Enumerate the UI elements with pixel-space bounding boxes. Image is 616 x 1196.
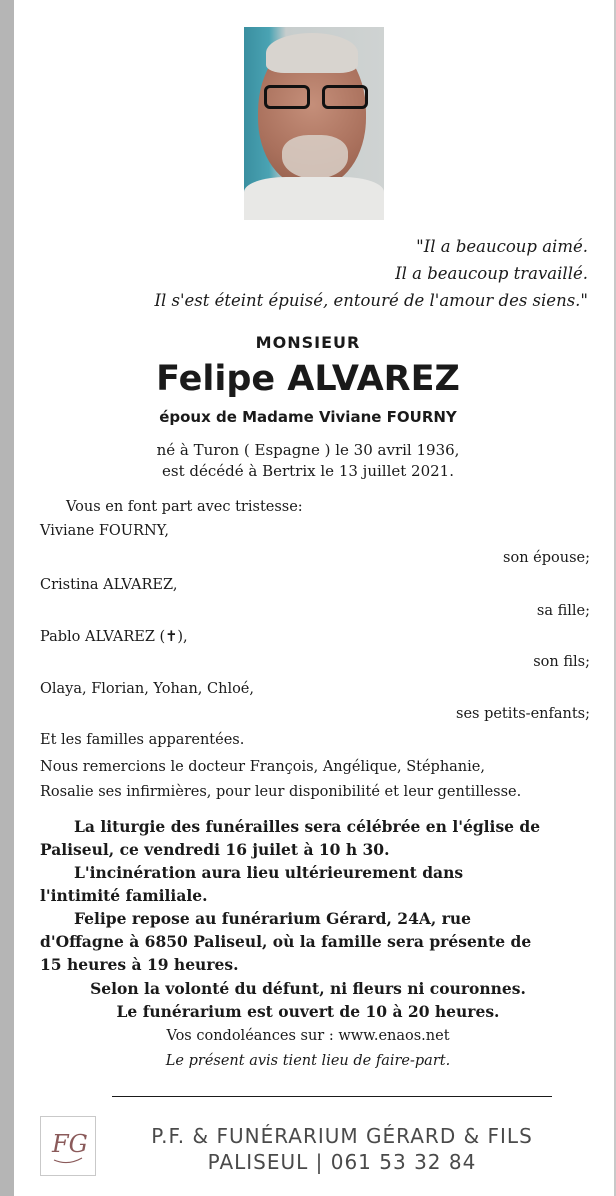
death-line: est décédé à Bertrix le 13 juillet 2021. bbox=[162, 462, 454, 480]
cremation-line: L'incinération aura lieu ultérieurement dans bbox=[74, 863, 464, 882]
hours-line: Le funérarium est ouvert de 10 à 20 heures. bbox=[116, 1002, 500, 1021]
thanks-line: Nous remercions le docteur François, Angélique, Stéphanie, bbox=[40, 759, 485, 775]
condolences-line: Vos condoléances sur : www.enaos.net bbox=[166, 1028, 450, 1044]
relatives-line: Et les familles apparentées. bbox=[40, 732, 245, 748]
funeral-home-contact: PALISEUL | 061 53 32 84 bbox=[207, 1150, 477, 1174]
rest-line: 15 heures à 19 heures. bbox=[40, 955, 239, 974]
wish-line: Selon la volonté du défunt, ni fleurs ni couronnes. bbox=[90, 979, 526, 998]
deceased-name: Felipe ALVAREZ bbox=[156, 359, 460, 399]
rest-line: d'Offagne à 6850 Paliseul, où la famille sera présente de bbox=[40, 932, 532, 951]
spouse-line: époux de Madame Viviane FOURNY bbox=[159, 408, 457, 426]
family-member-name: Olaya, Florian, Yohan, Chloé, bbox=[40, 681, 254, 697]
cremation-line: l'intimité familiale. bbox=[40, 886, 208, 905]
funeral-home-name: P.F. & FUNÉRARIUM GÉRARD & FILS bbox=[151, 1124, 533, 1148]
quote-line: Il a beaucoup travaillé. bbox=[395, 264, 588, 283]
divider bbox=[112, 1096, 552, 1097]
notice-line: Le présent avis tient lieu de faire-part. bbox=[165, 1053, 451, 1069]
family-member-relation: ses petits-enfants; bbox=[456, 706, 590, 722]
birth-line: né à Turon ( Espagne ) le 30 avril 1936, bbox=[156, 441, 460, 459]
family-intro: Vous en font part avec tristesse: bbox=[66, 499, 303, 515]
liturgy-paragraph bbox=[40, 815, 586, 976]
family-member-name: Viviane FOURNY, bbox=[40, 523, 169, 539]
liturgy-line: La liturgie des funérailles sera célébrée en l'église de bbox=[74, 817, 541, 836]
liturgy-line: Paliseul, ce vendredi 16 juilet à 10 h 30. bbox=[40, 840, 390, 859]
quote-line: "Il a beaucoup aimé. bbox=[416, 237, 588, 256]
funeral-home-logo bbox=[40, 1116, 96, 1176]
quote-line: Il s'est éteint épuisé, entouré de l'amour des siens." bbox=[154, 291, 588, 310]
family-member-relation: son épouse; bbox=[503, 550, 590, 566]
thanks-line: Rosalie ses infirmières, pour leur disponibilité et leur gentillesse. bbox=[40, 784, 522, 800]
salutation: MONSIEUR bbox=[255, 333, 361, 352]
memorial-quote bbox=[68, 233, 588, 314]
family-member-relation: son fils; bbox=[533, 654, 590, 670]
family-member-name: Cristina ALVAREZ, bbox=[40, 577, 178, 593]
family-member-relation: sa fille; bbox=[536, 603, 590, 619]
birth-death-dates bbox=[0, 440, 616, 482]
portrait-photo bbox=[244, 27, 384, 220]
svg-text:FG: FG bbox=[52, 1130, 88, 1158]
monogram-icon bbox=[46, 1122, 90, 1170]
rest-line: Felipe repose au funérarium Gérard, 24A, rue bbox=[74, 909, 471, 928]
family-member-name: Pablo ALVAREZ (✝), bbox=[40, 629, 188, 645]
